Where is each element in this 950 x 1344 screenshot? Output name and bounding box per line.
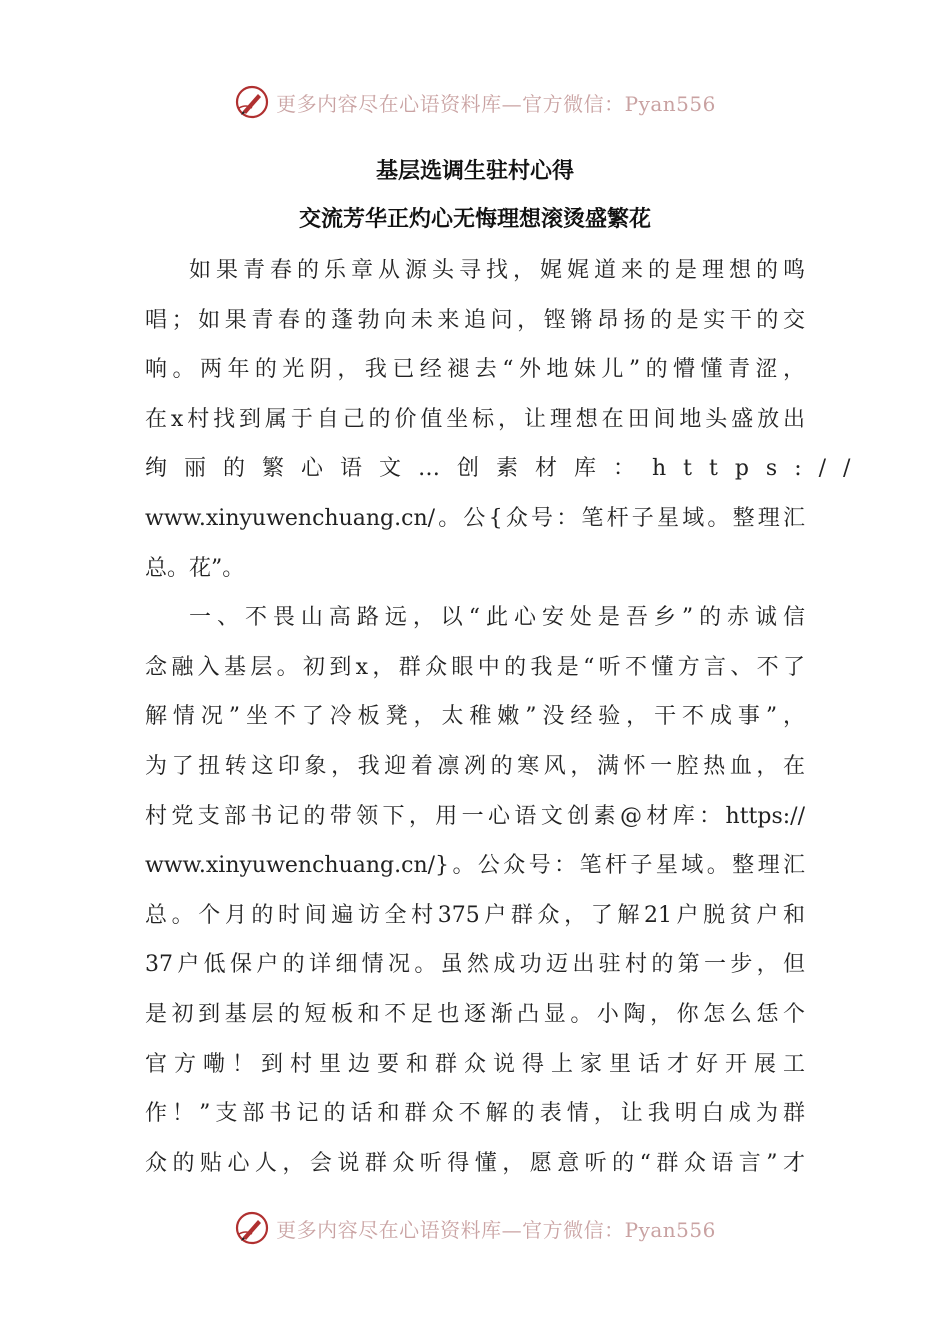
text-line: 官方嘞！到村里边要和群众说得上家里话才好开展工 (145, 1051, 805, 1077)
document-body (145, 246, 868, 1188)
text-line: 绚丽的繁心语文…创素材库：https:// (145, 456, 868, 482)
text-line: 在x村找到属于自己的价值坐标，让理想在田间地头盛放出 (145, 406, 805, 432)
header-watermark-banner (0, 80, 950, 124)
text-line: 为了扭转这印象，我迎着凛冽的寒风，满怀一腔热血，在 (145, 753, 805, 779)
footer-watermark-text: 更多内容尽在心语资料库—官方微信：Pyan556 (276, 1217, 716, 1242)
text-line: 一、不畏山高路远，以“此心安处是吾乡”的赤诚信 (189, 605, 805, 631)
text-line: 作！”支部书记的话和群众不解的表情，让我明白成为群 (145, 1101, 805, 1127)
text-line: 是初到基层的短板和不足也逐渐凸显。小陶，你怎么恁个 (145, 1001, 805, 1027)
text-line: 总。个月的时间遍访全村375户群众，了解21户脱贫户和 (145, 902, 805, 928)
footer-watermark-banner (0, 1206, 950, 1250)
pen-logo-icon (234, 1210, 270, 1246)
text-line: 唱；如果青春的蓬勃向未来追问，铿锵昂扬的是实干的交 (145, 307, 805, 333)
document-title: 基层选调生驻村心得 (375, 158, 574, 184)
header-watermark-text: 更多内容尽在心语资料库—官方微信：Pyan556 (276, 91, 716, 116)
paragraph-1 (145, 246, 868, 593)
text-line: 如果青春的乐章从源头寻找，娓娓道来的是理想的鸣 (189, 258, 805, 283)
text-line: 37户低保户的详细情况。虽然成功迈出驻村的第一步，但 (145, 952, 805, 978)
text-line: 总。花”。 (145, 555, 245, 581)
paragraph-2 (145, 593, 805, 1188)
text-line: 解情况”坐不了冷板凳，太稚嫩”没经验，干不成事”， (145, 704, 805, 730)
text-line: 村党支部书记的带领下，用一心语文创素@材库：https:// (145, 803, 805, 829)
pen-logo-icon (234, 84, 270, 120)
document-subtitle: 交流芳华正灼心无悔理想滚烫盛繁花 (298, 206, 651, 232)
text-line: 念融入基层。初到x，群众眼中的我是“听不懂方言、不了 (145, 654, 805, 680)
text-line: www.xinyuwenchuang.cn/。公{众号：笔杆子星域。整理汇 (145, 505, 805, 531)
text-line: 众的贴心人，会说群众听得懂，愿意听的“群众语言”才 (145, 1150, 805, 1176)
text-line: www.xinyuwenchuang.cn/}。公众号：笔杆子星域。整理汇 (145, 853, 805, 879)
text-line: 响。两年的光阴，我已经褪去“外地妹儿”的懵懂青涩， (145, 357, 805, 383)
